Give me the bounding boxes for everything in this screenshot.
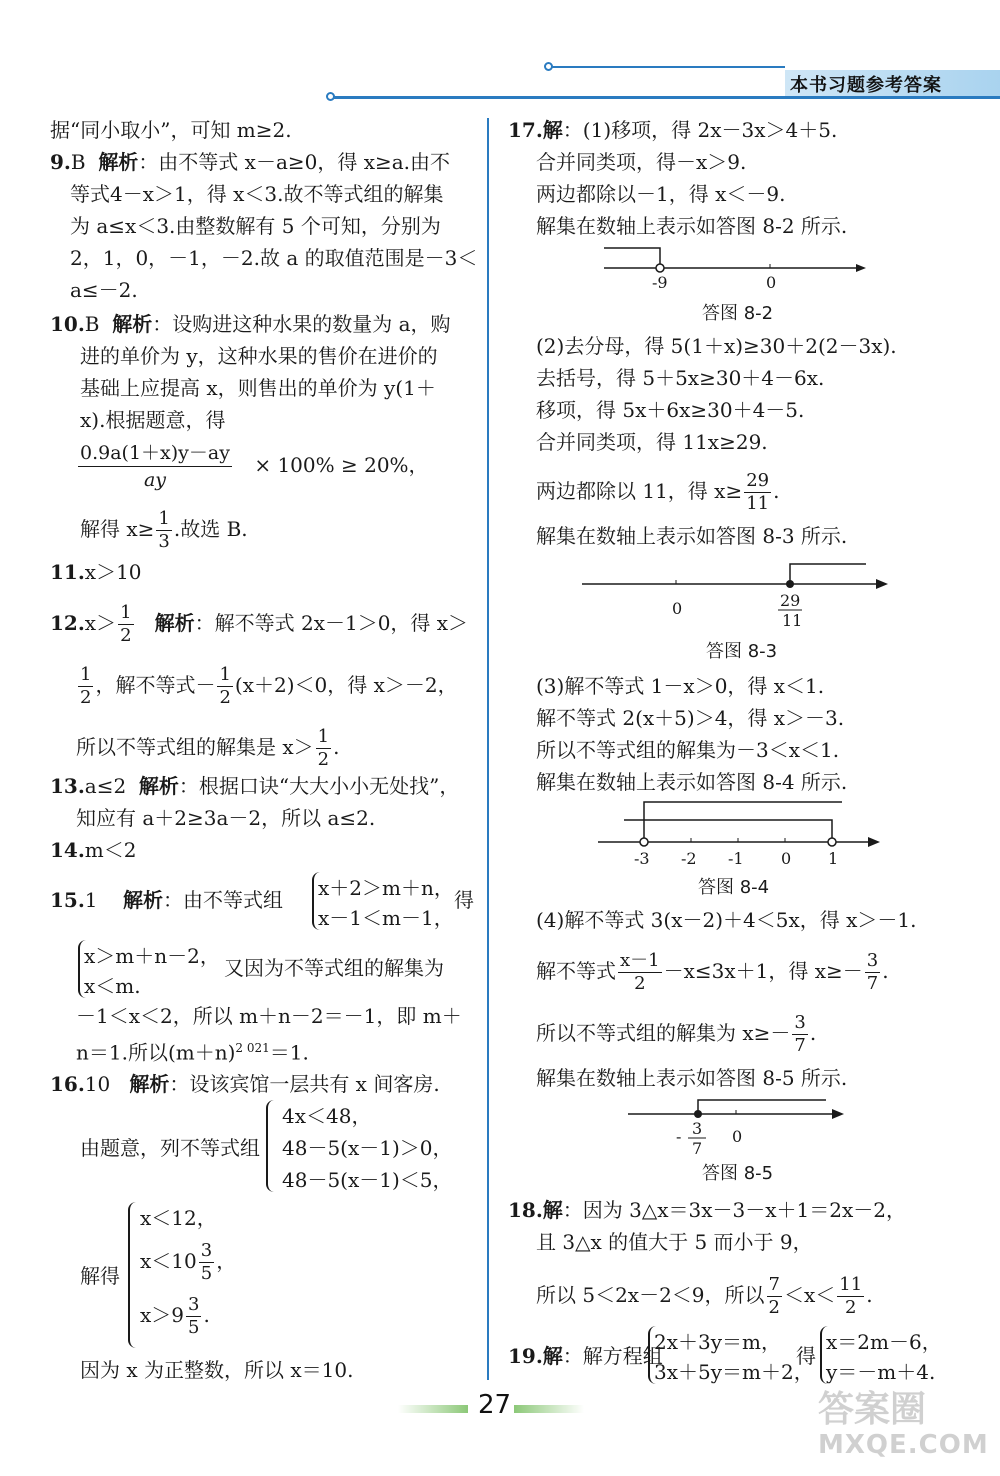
fig84-label-neg3: -3 [634, 849, 650, 868]
q18-fraction-2 [837, 1274, 864, 1319]
q16-number: 16. [50, 1072, 85, 1096]
header-rule-upper [550, 66, 785, 68]
q10-solution [80, 508, 248, 553]
q15-line-3: －1＜x＜2，所以 m＋n－2＝－1，即 m＋ [76, 1004, 462, 1028]
q9-line-2: 等式4－x＞1，得 x＜3.故不等式组的解集 [70, 182, 444, 206]
q15-line-2: 又因为不等式组的解集为 [224, 956, 444, 980]
q18-den-2: 2 [845, 1297, 857, 1318]
fig85-closed-point [694, 1110, 702, 1118]
q17-line-1 [508, 114, 837, 146]
q16-sol2-num: 3 [200, 1240, 213, 1261]
q17-p1-line-3: 两边都除以－1，得 x＜－9. [536, 182, 786, 206]
fig85-label-0: 0 [732, 1127, 743, 1146]
watermark-line-2: MXQE.COM [818, 1430, 989, 1460]
fig85-label-num: 3 [692, 1119, 703, 1138]
fig82-solution-ray [604, 248, 660, 268]
q17-p2-div-post: . [773, 479, 780, 503]
q17-p3-line-4: 解集在数轴上表示如答图 8-4 所示. [536, 770, 848, 794]
q9-number: 9. [50, 150, 71, 174]
q14-answer: m＜2 [84, 838, 137, 862]
q16-sol2-den: 5 [200, 1263, 213, 1284]
q16-sol-row1: x＜12， [140, 1206, 217, 1230]
q12-l3-num: 1 [317, 726, 330, 747]
q15-sys1-row1: x＋2＞m＋n， [318, 876, 454, 900]
q10-answer: B [84, 312, 100, 336]
q18-tag: 解 [542, 1198, 563, 1222]
q12-ans-den: 2 [120, 625, 132, 646]
q17-p4-l3-end: . [809, 1021, 817, 1045]
fig83-closed-point [786, 580, 794, 588]
q17-p4-l2-fraction-2 [865, 950, 880, 995]
q17-p2-line-6: 解集在数轴上表示如答图 8-3 所示. [536, 524, 848, 548]
q12-number: 12. [50, 611, 85, 635]
q17-p4-line-2 [536, 950, 889, 995]
q19-sys2-row1: x＝2m－6， [826, 1330, 942, 1354]
q16-sol2-pre: x＜10 [140, 1249, 197, 1273]
q14-number: 14. [50, 838, 85, 862]
q17-p2-line-5 [536, 470, 779, 515]
q12-text-3-end: . [333, 735, 340, 759]
q17-p4-l3-pre: 所以不等式组的解集为 x≥－ [536, 1021, 791, 1045]
q19-number: 19. [508, 1344, 543, 1368]
q17-p4-line-1: (4)解不等式 3(x－2)＋4＜5x，得 x＞－1. [536, 908, 917, 932]
q16-sol3-post: . [203, 1303, 210, 1327]
q15-exponent: 2 021 [235, 1041, 270, 1055]
page-number: 27 [478, 1390, 512, 1420]
q10-sol-num: 1 [158, 508, 170, 529]
q16-sol2-fraction [199, 1240, 214, 1285]
q12-line-2 [76, 664, 458, 709]
q12-l2b-fraction [217, 664, 232, 709]
q10-line-2: 进的单价为 y，这种水果的售价在进价的 [80, 344, 438, 368]
q10-sol-den: 3 [158, 531, 170, 552]
q10-line-4: x).根据题意，得 [80, 408, 226, 432]
q18-num-1: 7 [768, 1274, 780, 1295]
q13-line-2: 知应有 a＋2≥3a－2，所以 a≤2. [76, 806, 376, 830]
q18-num-2: 11 [839, 1274, 863, 1295]
q15-post: 得 [454, 888, 474, 912]
q17-p3-line-1: (3)解不等式 1－x＞0，得 x＜1. [536, 674, 825, 698]
q12-l3-den: 2 [317, 749, 330, 770]
q16-sol3-pre: x＞9 [140, 1303, 185, 1327]
q12-text-2a: ，解不等式－ [95, 673, 216, 697]
q17-p3-line-3: 所以不等式组的解集为－3＜x＜1. [536, 738, 840, 762]
q12-l2b-den: 2 [219, 687, 231, 708]
fig84-ray-greater-than-neg3 [644, 802, 842, 842]
figure-8-3 [580, 558, 896, 638]
q16-sol-row3 [140, 1294, 210, 1339]
q10-sol-fraction [156, 508, 171, 553]
q16-sys-row2: 48－5(x－1)＞0， [282, 1136, 453, 1160]
column-divider [487, 118, 489, 1380]
q17-p4-l2-pre: 解不等式 [536, 959, 616, 983]
q9-line-5: a≤－2. [70, 278, 138, 302]
q9-line-4: 2，1，0，－1，－2.故 a 的取值范围是－3＜ [70, 246, 478, 270]
q15-sys2-row2: x＜m. [84, 974, 141, 998]
q12-ans-fraction [118, 602, 133, 647]
q19-mid: 得 [796, 1344, 816, 1368]
fig85-label-sign: - [676, 1127, 682, 1146]
q12-l2-den: 2 [80, 687, 92, 708]
q19-tag: 解 [542, 1344, 563, 1368]
q10-text: ：设购进这种水果的数量为 a，购 [152, 312, 451, 336]
q12-ans-pre: x＞ [84, 611, 117, 635]
q15-line-1 [50, 884, 283, 916]
fig85-solution-ray [698, 1100, 826, 1114]
fig84-ray-less-than-1 [624, 820, 832, 842]
q17-p2-line-4: 合并同类项，得 11x≥29. [536, 430, 768, 454]
fig82-caption: 答图 8-2 [702, 303, 774, 324]
fig83-solution-ray [790, 564, 866, 584]
fig85-label-den: 7 [692, 1139, 703, 1158]
q17-p4-l2-den: 2 [634, 973, 646, 994]
q15-line-4 [76, 1032, 309, 1069]
q18-den-1: 2 [768, 1297, 780, 1318]
q16-sys-row3: 48－5(x－1)＜5， [282, 1168, 453, 1192]
q12-text-3: 所以不等式组的解集是 x＞ [76, 735, 314, 759]
q17-p4-line-3 [536, 1012, 816, 1057]
q18-line-3 [536, 1274, 873, 1319]
header-dot-upper [544, 62, 553, 71]
fig82-label-neg9: -9 [652, 273, 668, 292]
q16-answer: 10 [84, 1072, 111, 1096]
q12-ans-num: 1 [120, 602, 132, 623]
fig84-label-0: 0 [781, 849, 792, 868]
header-dot-lower [326, 92, 335, 101]
q17-p4-l2-fraction [618, 950, 662, 995]
q16-sys-label: 由题意，列不等式组 [80, 1136, 260, 1160]
figure-8-5 [626, 1098, 852, 1160]
q19-sys2-row2: y＝－m＋4. [826, 1360, 936, 1384]
q15-number: 15. [50, 888, 85, 912]
figure-8-4 [596, 798, 886, 874]
header-title: 本书习题参考答案 [790, 75, 942, 96]
fig83-arrow [876, 579, 888, 589]
q18-text-3-pre: 所以 5＜2x－2＜9，所以 [536, 1283, 765, 1307]
q16-sol3-den: 5 [188, 1317, 200, 1338]
q18-number: 18. [508, 1198, 543, 1222]
q14-line [50, 834, 137, 866]
q17-p2-div-pre: 两边都除以 11，得 x≥ [536, 479, 743, 503]
q19-sys1-row1: 2x＋3y＝m， [654, 1330, 781, 1354]
q12-text-2b: (x＋2)＜0，得 x＞－2， [234, 673, 458, 697]
q19-line-1 [508, 1340, 663, 1372]
q16-tag: 解析 [129, 1072, 170, 1096]
q10-formula-tail: × 100% ≥ 20%， [254, 453, 429, 477]
q10-tag: 解析 [112, 312, 153, 336]
watermark [818, 1390, 989, 1460]
q17-p2-line-1: (2)去分母，得 5(1＋x)≥30＋2(2－3x). [536, 334, 897, 358]
q17-p1-line-4: 解集在数轴上表示如答图 8-2 所示. [536, 214, 848, 238]
q16-sol2-post: ， [216, 1249, 237, 1273]
fig84-arrow [868, 837, 880, 847]
q17-p1-text-1: ：(1)移项，得 2x－3x＞4＋5. [562, 118, 838, 142]
q12-l3-fraction [316, 726, 331, 771]
fig84-label-neg1: -1 [728, 849, 744, 868]
q17-p2-div-fraction [744, 470, 771, 515]
q11-answer: x＞10 [84, 560, 142, 584]
footer-decoration-right [514, 1405, 584, 1413]
q9-text: ：由不等式 x－a≥0，得 x≥a.由不 [138, 150, 451, 174]
q10-formula [76, 440, 429, 493]
q16-sol3-num: 3 [188, 1294, 200, 1315]
q16-sol-brace [128, 1202, 138, 1348]
fig84-open-point-neg3 [640, 838, 648, 846]
figure-8-2 [600, 244, 870, 294]
q16-brace [266, 1100, 276, 1192]
footer-decoration-left [398, 1405, 468, 1413]
q12-l2-fraction [78, 664, 93, 709]
q12-tag: 解析 [154, 611, 195, 635]
q10-sol-pre: 解得 x≥ [80, 517, 155, 541]
q17-p4-l3-fraction [792, 1012, 807, 1057]
q15-sys2-row1: x＞m＋n－2， [84, 944, 220, 968]
fig84-label-1: 1 [828, 849, 839, 868]
q12-line-3 [76, 726, 339, 771]
fig85-caption: 答图 8-5 [702, 1163, 774, 1184]
q17-p4-l2-num: x－1 [620, 950, 660, 971]
q13-tag: 解析 [138, 774, 179, 798]
q17-p2-line-2: 去括号，得 5＋5x≥30＋4－6x. [536, 366, 825, 390]
q18-text-mid: ＜x＜ [784, 1283, 836, 1307]
q16-sol-label: 解得 [80, 1264, 120, 1288]
q15-text-4: n＝1.所以(m＋n) [76, 1040, 236, 1065]
q12-line-1 [50, 602, 468, 647]
header-rule [330, 96, 1000, 99]
watermark-line-1: 答案圈 [818, 1389, 927, 1430]
q9-line-3: 为 a≤x＜3.由整数解有 5 个可知，分别为 [70, 214, 441, 238]
fig83-caption: 答图 8-3 [706, 641, 778, 662]
fig82-arrow [856, 264, 866, 272]
q18-line-1 [508, 1194, 906, 1226]
q17-p2-div-den: 11 [746, 493, 770, 514]
q13-answer: a≤2 [84, 774, 127, 798]
q17-number: 17. [508, 118, 543, 142]
q17-p4-l3-num: 3 [794, 1012, 806, 1033]
q17-p4-l2-end: . [882, 959, 889, 983]
q17-p4-l2-den2: 7 [866, 973, 879, 994]
q18-text-1: ：因为 3△x＝3x－3－x＋1＝2x－2， [562, 1198, 906, 1222]
fig83-label-0: 0 [672, 599, 683, 618]
q15-pre: ：由不等式组 [162, 888, 283, 912]
q19-pre: ：解方程组 [562, 1344, 663, 1368]
q18-line-2: 且 3△x 的值大于 5 而小于 9， [536, 1230, 813, 1254]
q17-tag: 解 [542, 118, 563, 142]
q16-sol-row2 [140, 1240, 236, 1285]
q13-text-1: ：根据口诀“大大小小无处找”， [178, 774, 460, 798]
q17-p3-line-2: 解不等式 2(x＋5)＞4，得 x＞－3. [536, 706, 845, 730]
q16-text-1: ：设该宾馆一层共有 x 间客房. [169, 1072, 440, 1096]
q15-text-4-end: ＝1. [269, 1040, 309, 1065]
q9-tag: 解析 [98, 150, 139, 174]
q15-sys1-row2: x－1＜m－1， [318, 906, 454, 930]
fig83-label-num: 29 [780, 591, 801, 610]
fig83-label-den: 11 [782, 611, 803, 630]
fig82-open-point [656, 264, 664, 272]
q15-tag: 解析 [122, 888, 163, 912]
q10-fraction [78, 440, 232, 493]
q10-number: 10. [50, 312, 85, 336]
q12-text-1: ：解不等式 2x－1＞0，得 x＞ [194, 611, 469, 635]
q18-fraction-1 [767, 1274, 782, 1319]
q15-answer: 1 [84, 888, 98, 912]
q11-line [50, 556, 142, 588]
q17-p2-div-num: 29 [746, 470, 770, 491]
q11-number: 11. [50, 560, 85, 584]
q10-frac-numerator: 0.9a(1＋x)y－ay [78, 440, 232, 467]
q10-sol-post: .故选 B. [173, 517, 248, 541]
q10-line-1 [50, 308, 451, 340]
q12-l2b-num: 1 [219, 664, 231, 685]
q17-p1-line-2: 合并同类项，得－x＞9. [536, 150, 747, 174]
q16-sol3-fraction [186, 1294, 201, 1339]
q19-sys1-row2: 3x＋5y＝m＋2， [654, 1360, 814, 1384]
fig84-caption: 答图 8-4 [698, 877, 770, 898]
q9-line-1 [50, 146, 450, 178]
q17-p2-line-3: 移项，得 5x＋6x≥30＋4－5. [536, 398, 805, 422]
fig84-open-point-1 [828, 838, 836, 846]
q10-frac-denominator: ay [143, 469, 167, 491]
q17-p4-l2-num2: 3 [866, 950, 879, 971]
q17-p4-line-4: 解集在数轴上表示如答图 8-5 所示. [536, 1066, 848, 1090]
q13-line-1 [50, 770, 459, 802]
q16-sys-row1: 4x＜48， [282, 1104, 372, 1128]
q17-p4-l3-den: 7 [794, 1035, 806, 1056]
q16-final: 因为 x 为正整数，所以 x＝10. [80, 1358, 354, 1382]
carry-line: 据“同小取小”，可知 m≥2. [50, 118, 292, 142]
q16-line-1 [50, 1068, 440, 1100]
fig82-label-0: 0 [766, 273, 777, 292]
q18-text-end: . [866, 1283, 873, 1307]
fig85-arrow [832, 1109, 844, 1119]
q17-p4-l2-mid: －x≤3x＋1，得 x≥－ [663, 959, 863, 983]
fig84-label-neg2: -2 [681, 849, 697, 868]
q9-answer: B [70, 150, 86, 174]
q10-line-3: 基础上应提高 x，则售出的单价为 y(1＋ [80, 376, 436, 400]
q12-l2-num: 1 [80, 664, 92, 685]
q13-number: 13. [50, 774, 85, 798]
